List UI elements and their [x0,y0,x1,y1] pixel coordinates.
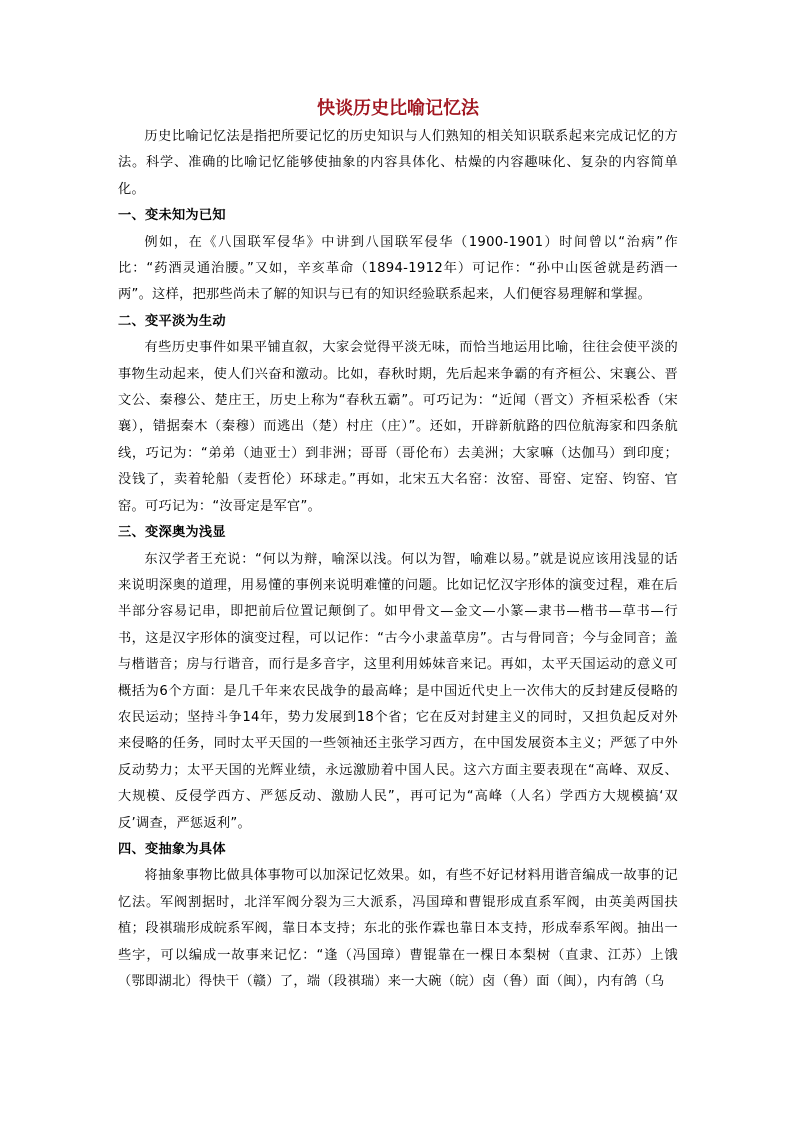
section-4 [118,837,678,995]
section-heading: 三、变深奥为浅显 [118,525,226,541]
section-paragraph: 例如，在《八国联军侵华》中讲到八国联军侵华（1900-1901）时间曾以“治病”作比：“药酒灵通治腰。”又如，辛亥革命（1894-1912年）可记作：“孙中山医爸就是药酒一两”。这样，把那些尚未了解的知识与已有的知识经验联系起来，人们便容易理解和掌握。 [118,234,678,303]
section-heading: 一、变未知为已知 [118,208,226,224]
section-2 [118,309,678,520]
section-3 [118,520,678,837]
document-title: 快谈历史比喻记忆法 [317,98,479,119]
section-paragraph: 东汉学者王充说：“何以为辩，喻深以浅。何以为智，喻难以易。”就是说应该用浅显的话来说明深奥的道理，用易懂的事例来说明难懂的问题。比如记忆汉字形体的演变过程，难在后半部分容易记串，即把前后位置记颠倒了。如甲骨文—金文—小篆—隶书—楷书—草书—行书，这是汉字形体的演变过程，可以记作：“古今小隶盖草房”。古与骨同音；今与金同音；盖与楷谐音；房与行谐音，而行是多音字，这里利用姊妹音来记。再如，太平天国运动的意义可概括为6个方面：是几千年来农民战争的最高峰；是中国近代史上一次伟大的反封建反侵略的农民运动；坚持斗争14年，势力发展到18个省；它在反对封建主义的同时，又担负起反对外来侵略的任务，同时太平天国的一些领袖还主张学习西方，在中国发展资本主义；严惩了中外反动势力；太平天国的光辉业绩，永远激励着中国人民。这六方面主要表现在“高峰、双反、大规模、反侵学西方、严惩反动、激励人民”，再可记为“高峰（人名）学西方大规模搞‘双反’调查，严惩返利”。 [118,551,678,831]
section-paragraph: 有些历史事件如果平铺直叙，大家会觉得平淡无味，而恰当地运用比喻，往往会使平淡的事物生动起来，使人们兴奋和激动。比如，春秋时期，先后起来争霸的有齐桓公、宋襄公、晋文公、秦穆公、楚庄王，历史上称为“春秋五霸”。可巧记为：“近闻（晋文）齐桓采松香（宋襄），错据秦木（秦穆）而逃出（楚）村庄（庄）”。还如，开辟新航路的四位航海家和四条航线，巧记为：“弟弟（迪亚士）到非洲；哥哥（哥伦布）去美洲；大家嘛（达伽马）到印度；没钱了，卖着轮船（麦哲伦）环球走。”再如，北宋五大名窑：汝窑、哥窑、定窑、钧窑、官窑。可巧记为：“汝哥定是军官”。 [118,340,678,514]
document-page [118,96,678,995]
section-paragraph: 将抽象事物比做具体事物可以加深记忆效果。如，有些不好记材料用谐音编成一故事的记忆法。军阀割据时，北洋军阀分裂为三大派系，冯国璋和曹锟形成直系军阀，由英美两国扶植；段祺瑞形成皖系军阀，靠日本支持；东北的张作霖也靠日本支持，形成奉系军阀。抽出一些字，可以编成一故事来记忆：“逢（冯国璋）曹锟靠在一棵日本梨树（直隶、江苏）上饿（鄂即湖北）得快干（赣）了，端（段祺瑞）来一大碗（皖）卤（鲁）面（闽），内有鸽（乌 [118,868,678,989]
intro-paragraph: 历史比喻记忆法是指把所要记忆的历史知识与人们熟知的相关知识联系起来完成记忆的方法。科学、准确的比喻记忆能够使抽象的内容具体化、枯燥的内容趣味化、复杂的内容简单化。 [118,129,678,197]
section-heading: 二、变平淡为生动 [118,313,226,329]
section-1 [118,203,678,309]
section-heading: 四、变抽象为具体 [118,841,226,857]
